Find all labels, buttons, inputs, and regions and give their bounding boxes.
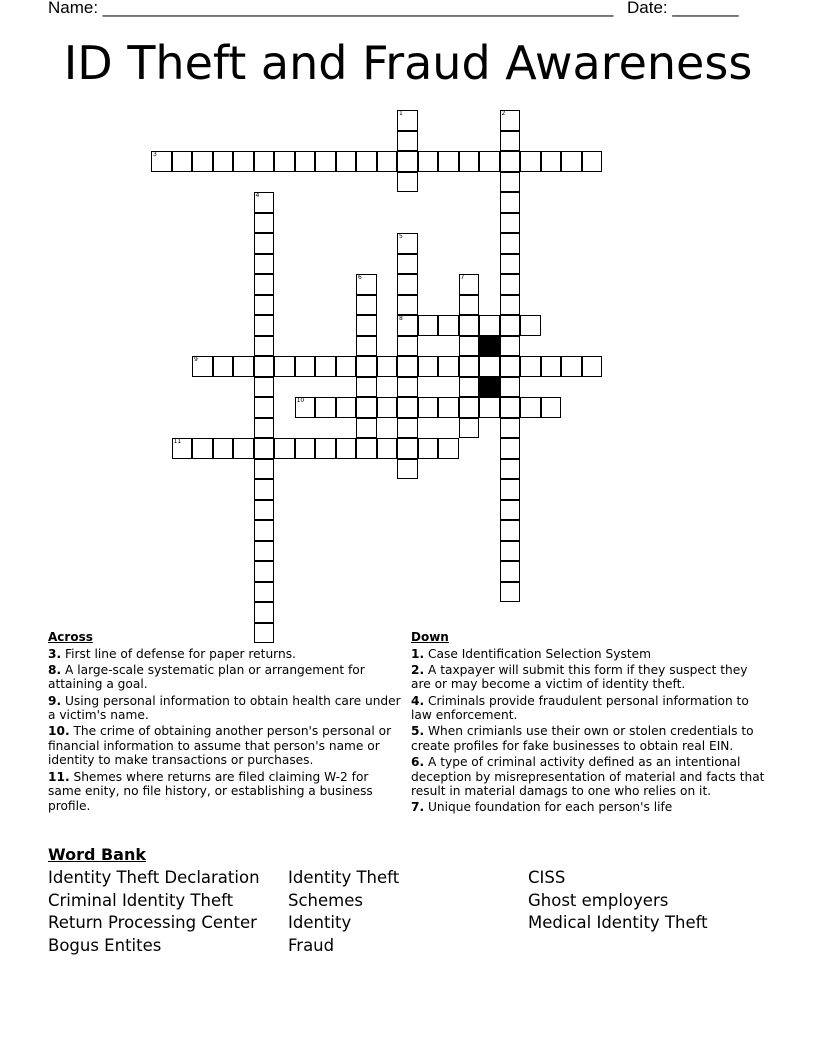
word-bank-item: Criminal Identity Theft — [48, 890, 234, 910]
crossword-cell[interactable] — [336, 438, 357, 459]
crossword-cell[interactable] — [397, 172, 418, 193]
crossword-cell[interactable] — [377, 397, 398, 418]
crossword-cell[interactable] — [500, 131, 521, 152]
crossword-cell[interactable] — [356, 315, 377, 336]
crossword-cell[interactable] — [254, 233, 275, 254]
crossword-cell[interactable] — [356, 418, 377, 439]
clue-number: 9 — [194, 356, 198, 363]
crossword-cell[interactable] — [418, 438, 439, 459]
word-bank-column-3 — [528, 867, 708, 935]
crossword-cell[interactable] — [438, 438, 459, 459]
crossword-cell[interactable] — [295, 356, 316, 377]
down-heading: Down — [411, 630, 449, 644]
crossword-cell[interactable] — [336, 151, 357, 172]
crossword-cell[interactable] — [500, 438, 521, 459]
crossword-cell[interactable] — [459, 274, 480, 295]
crossword-cell[interactable] — [254, 582, 275, 603]
crossword-cell[interactable] — [254, 295, 275, 316]
crossword-cell[interactable] — [254, 336, 275, 357]
crossword-cell[interactable] — [459, 315, 480, 336]
word-bank-item: CISS — [528, 868, 566, 887]
crossword-cell[interactable] — [459, 377, 480, 398]
word-bank-item: Medical Identity Theft — [528, 913, 708, 933]
crossword-cell[interactable] — [397, 377, 418, 398]
crossword-cell[interactable] — [479, 151, 500, 172]
date-line: Date: _______ — [627, 0, 739, 17]
crossword-cell[interactable] — [315, 438, 336, 459]
clue-across-8: 8. A large-scale systematic plan or arrangement for attaining a goal. — [48, 662, 365, 692]
word-bank-column-2 — [288, 867, 399, 958]
crossword-cell[interactable] — [397, 295, 418, 316]
clue-across-9: 9. Using personal information to obtain health care under a victim's name. — [48, 693, 401, 723]
clue-number: 7 — [460, 274, 465, 281]
crossword-cell[interactable] — [397, 397, 418, 418]
crossword-cell[interactable] — [254, 192, 275, 213]
clue-number: 8 — [399, 315, 403, 322]
crossword-cell[interactable] — [500, 479, 521, 500]
crossword-cell[interactable] — [520, 356, 541, 377]
crossword-cell[interactable] — [397, 356, 418, 377]
crossword-cell[interactable] — [582, 356, 603, 377]
crossword-cell[interactable] — [500, 151, 521, 172]
crossword-cell[interactable] — [561, 151, 582, 172]
crossword-cell[interactable] — [254, 274, 275, 295]
word-bank-item: Identity — [288, 913, 352, 933]
crossword-cell[interactable] — [254, 356, 275, 377]
clue-down-1: 1. Case Identification Selection System — [411, 646, 651, 661]
crossword-cell[interactable] — [254, 418, 275, 439]
crossword-cell[interactable] — [377, 151, 398, 172]
clue-across-11: 11. Shemes where returns are filed claiming W-2 for same enity, no file history, or establishing a business profile. — [48, 769, 373, 813]
crossword-cell[interactable] — [233, 356, 254, 377]
clue-number: 5 — [399, 233, 403, 240]
down-clues — [411, 630, 766, 817]
crossword-cell[interactable] — [172, 151, 193, 172]
crossword-cell[interactable] — [500, 418, 521, 439]
crossword-cell[interactable] — [254, 151, 275, 172]
crossword-cell[interactable] — [192, 151, 213, 172]
crossword-cell[interactable] — [151, 151, 172, 172]
crossword-cell[interactable] — [356, 274, 377, 295]
crossword-cell[interactable] — [397, 274, 418, 295]
crossword-cell[interactable] — [397, 254, 418, 275]
word-bank-item: Identity Theft Declaration — [48, 868, 260, 887]
word-bank-item: Bogus Entites — [48, 936, 162, 956]
crossword-cell[interactable] — [479, 356, 500, 377]
clue-number: 11 — [173, 438, 182, 445]
crossword-cell[interactable] — [438, 356, 459, 377]
crossword-cell[interactable] — [356, 295, 377, 316]
crossword-cell[interactable] — [500, 397, 521, 418]
crossword-cell[interactable] — [295, 397, 316, 418]
crossword-cell[interactable] — [479, 397, 500, 418]
crossword-black-cell — [479, 377, 500, 398]
crossword-cell[interactable] — [500, 172, 521, 193]
crossword-cell[interactable] — [356, 397, 377, 418]
crossword-cell[interactable] — [233, 151, 254, 172]
crossword-cell[interactable] — [254, 500, 275, 521]
crossword-cell[interactable] — [254, 459, 275, 480]
crossword-cell[interactable] — [274, 356, 295, 377]
name-line: Name: ______________________________________________________ — [48, 0, 614, 17]
crossword-cell[interactable] — [295, 438, 316, 459]
crossword-cell[interactable] — [418, 397, 439, 418]
crossword-cell[interactable] — [500, 315, 521, 336]
crossword-cell[interactable] — [356, 151, 377, 172]
crossword-cell[interactable] — [192, 438, 213, 459]
crossword-cell[interactable] — [520, 151, 541, 172]
crossword-cell[interactable] — [500, 356, 521, 377]
clue-down-4: 4. Criminals provide fraudulent personal information to law enforcement. — [411, 693, 749, 723]
crossword-cell[interactable] — [377, 356, 398, 377]
crossword-cell[interactable] — [561, 356, 582, 377]
word-bank-item: Return Processing Center — [48, 913, 257, 933]
crossword-cell[interactable] — [438, 151, 459, 172]
crossword-cell[interactable] — [438, 397, 459, 418]
clue-number: 10 — [296, 397, 305, 404]
crossword-cell[interactable] — [500, 500, 521, 521]
crossword-cell[interactable] — [377, 438, 398, 459]
crossword-cell[interactable] — [254, 541, 275, 562]
crossword-cell[interactable] — [254, 377, 275, 398]
crossword-cell[interactable] — [459, 336, 480, 357]
crossword-cell[interactable] — [541, 397, 562, 418]
crossword-cell[interactable] — [254, 438, 275, 459]
crossword-cell[interactable] — [500, 582, 521, 603]
crossword-cell[interactable] — [315, 356, 336, 377]
crossword-cell[interactable] — [356, 377, 377, 398]
crossword-cell[interactable] — [459, 418, 480, 439]
crossword-cell[interactable] — [397, 459, 418, 480]
crossword-cell[interactable] — [397, 131, 418, 152]
crossword-cell[interactable] — [500, 213, 521, 234]
crossword-cell[interactable] — [315, 151, 336, 172]
clue-number: 6 — [358, 274, 362, 281]
crossword-cell[interactable] — [254, 213, 275, 234]
crossword-cell[interactable] — [459, 151, 480, 172]
clue-number: 1 — [399, 110, 403, 117]
crossword-cell[interactable] — [500, 459, 521, 480]
crossword-cell[interactable] — [213, 151, 234, 172]
crossword-cell[interactable] — [418, 151, 439, 172]
crossword-cell[interactable] — [213, 356, 234, 377]
crossword-cell[interactable] — [254, 561, 275, 582]
crossword-cell[interactable] — [418, 356, 439, 377]
crossword-cell[interactable] — [500, 233, 521, 254]
crossword-cell[interactable] — [500, 377, 521, 398]
crossword-cell[interactable] — [336, 356, 357, 377]
crossword-cell[interactable] — [397, 438, 418, 459]
crossword-cell[interactable] — [397, 418, 418, 439]
clue-down-7: 7. Unique foundation for each person's life — [411, 800, 673, 815]
clue-down-5: 5. When crimianls use their own or stolen credentials to create profiles for fake businesses to obtain real EIN. — [411, 724, 754, 753]
crossword-cell[interactable] — [254, 520, 275, 541]
crossword-cell[interactable] — [500, 541, 521, 562]
crossword-cell[interactable] — [356, 336, 377, 357]
crossword-cell[interactable] — [254, 315, 275, 336]
clue-across-10: 10. The crime of obtaining another person's personal or financial information to assume that person's name or identity to make transactions or purchases. — [48, 724, 392, 768]
crossword-cell[interactable] — [500, 254, 521, 275]
clue-number: 2 — [501, 110, 506, 117]
crossword-cell[interactable] — [500, 274, 521, 295]
crossword-black-cell — [479, 336, 500, 357]
clue-down-2: 2. A taxpayer will submit this form if they suspect they are or may become a victim of identity theft. — [411, 662, 748, 692]
clue-number: 3 — [153, 151, 157, 158]
crossword-cell[interactable] — [500, 295, 521, 316]
crossword-cell[interactable] — [274, 438, 295, 459]
word-bank-item: Identity Theft — [288, 868, 400, 887]
crossword-cell[interactable] — [397, 336, 418, 357]
across-heading: Across — [48, 630, 93, 644]
page-title: ID Theft and Fraud Awareness — [63, 36, 753, 90]
crossword-cell[interactable] — [479, 315, 500, 336]
crossword-cell[interactable] — [254, 479, 275, 500]
word-bank-column-1 — [48, 867, 260, 958]
crossword-cell[interactable] — [500, 520, 521, 541]
crossword-cell[interactable] — [274, 151, 295, 172]
crossword-cell[interactable] — [500, 110, 521, 131]
word-bank-title: Word Bank — [48, 845, 147, 864]
clue-number: 4 — [255, 192, 260, 199]
crossword-cell[interactable] — [500, 336, 521, 357]
crossword-cell[interactable] — [459, 295, 480, 316]
crossword-cell[interactable] — [397, 110, 418, 131]
crossword-cell[interactable] — [500, 192, 521, 213]
clue-down-6: 6. A type of criminal activity defined as an intentional deception by misrepresentation of material and facts that result in material damags to one who relies on it. — [411, 755, 765, 799]
crossword-cell[interactable] — [500, 561, 521, 582]
crossword-cell[interactable] — [459, 356, 480, 377]
crossword-cell[interactable] — [172, 438, 193, 459]
crossword-cell[interactable] — [397, 233, 418, 254]
crossword-cell[interactable] — [397, 151, 418, 172]
crossword-cell[interactable] — [254, 602, 275, 623]
crossword-cell[interactable] — [418, 315, 439, 336]
crossword-cell[interactable] — [336, 397, 357, 418]
word-bank-item: Ghost employers — [528, 890, 669, 910]
crossword-cell[interactable] — [356, 438, 377, 459]
crossword-cell[interactable] — [254, 254, 275, 275]
crossword-cell[interactable] — [541, 151, 562, 172]
crossword-cell[interactable] — [541, 356, 562, 377]
crossword-cell[interactable] — [438, 315, 459, 336]
crossword-cell[interactable] — [356, 356, 377, 377]
crossword-cell[interactable] — [192, 356, 213, 377]
crossword-cell[interactable] — [520, 397, 541, 418]
crossword-cell[interactable] — [295, 151, 316, 172]
clue-across-3: 3. First line of defense for paper returns. — [48, 646, 296, 661]
crossword-cell[interactable] — [520, 315, 541, 336]
word-bank-item: Fraud — [288, 936, 335, 956]
crossword-cell[interactable] — [213, 438, 234, 459]
crossword-cell[interactable] — [397, 315, 418, 336]
across-clues — [48, 630, 403, 815]
crossword-cell[interactable] — [459, 397, 480, 418]
crossword-cell[interactable] — [315, 397, 336, 418]
crossword-cell[interactable] — [233, 438, 254, 459]
crossword-cell[interactable] — [254, 397, 275, 418]
crossword-cell[interactable] — [582, 151, 603, 172]
word-bank-item: Schemes — [288, 890, 363, 910]
